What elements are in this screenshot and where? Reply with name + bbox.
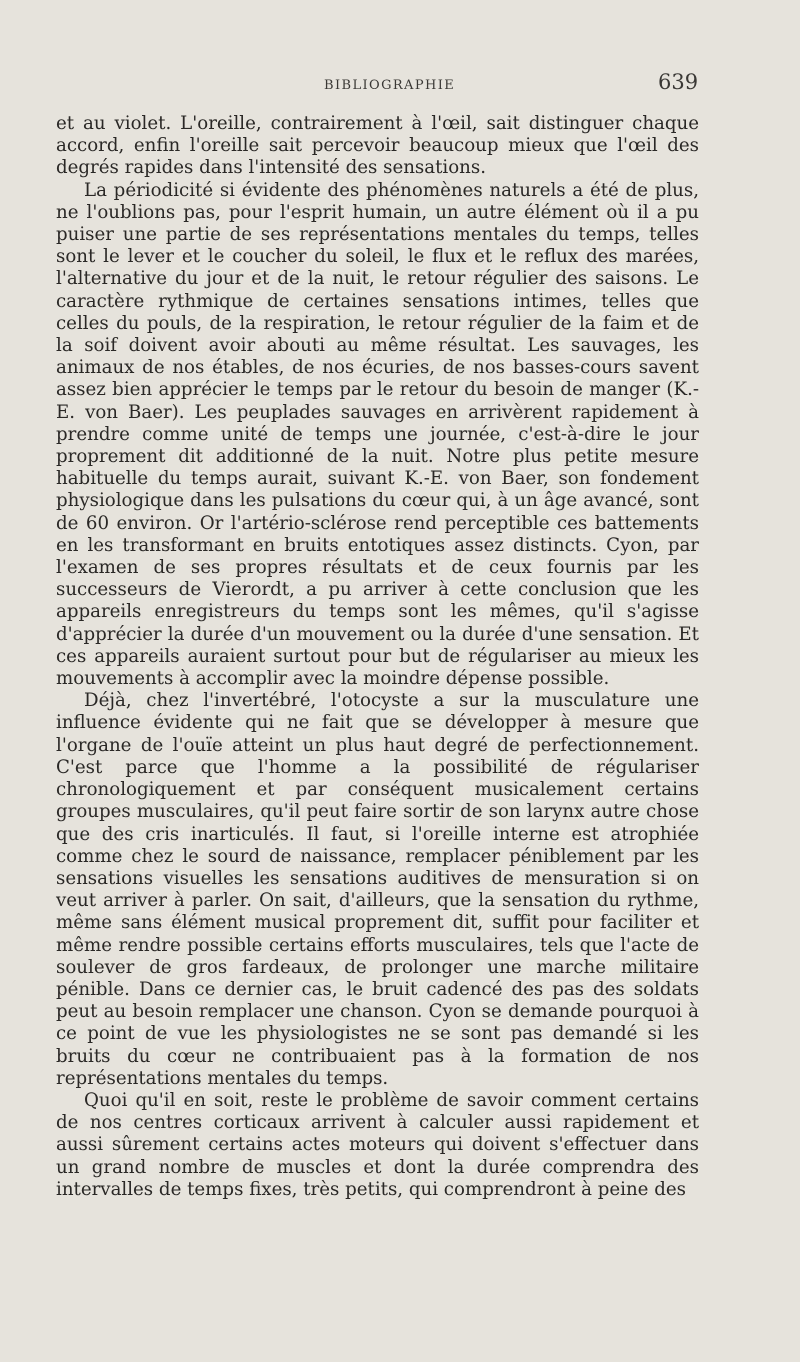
page-number: 639 bbox=[658, 70, 699, 94]
paragraph-2: La périodicité si évidente des phénomènes naturels a été de plus, ne l'oublions pas, pour l'esprit humain, un autre élément où il a pu puiser une partie de ses représentations mentales du temps, telles sont le lever et le coucher du soleil, le flux et le reflux des marées, l'alternative du jour et de la nuit, le retour régulier des saisons. Le caractère rythmique de certaines sensations intimes, telles que celles du pouls, de la respiration, le retour régulier de la faim et de la soif doivent avoir abouti au même résultat. Les sauvages, les animaux de nos étables, de nos écuries, de nos basses-cours savent assez bien apprécier le temps par le retour du besoin de manger (K.-E. von Baer). Les peuplades sauvages en arrivèrent rapidement à prendre comme unité de temps une journée, c'est-à-dire le jour proprement dit additionné de la nuit. Notre plus petite mesure habituelle du temps aurait, suivant K.-E. von Baer, son fondement physiologique dans les pulsations du cœur qui, à un âge avancé, sont de 60 environ. Or l'artério-sclérose rend perceptible ces battements en les transformant en bruits entotiques assez distincts. Cyon, par l'examen de ses propres résultats et de ceux fournis par les successeurs de Vierordt, a pu arriver à cette conclusion que les appareils enregistreurs du temps sont les mêmes, qu'il s'agisse d'apprécier la durée d'un mouvement ou la durée d'une sensation. Et ces appareils auraient surtout pour but de régulariser au mieux les mouvements à accomplir avec la moindre dépense possible. bbox=[56, 179, 699, 690]
paragraph-3: Déjà, chez l'invertébré, l'otocyste a sur la musculature une influence évidente qui ne fait que se développer à mesure que l'organe de l'ouïe atteint un plus haut degré de perfectionnement. C'est parce que l'homme a la possibilité de régulariser chronologiquement et par conséquent musicalement certains groupes musculaires, qu'il peut faire sortir de son larynx autre chose que des cris inarticulés. Il faut, si l'oreille interne est atrophiée comme chez le sourd de naissance, remplacer péniblement par les sensations visuelles les sensations auditives de mensuration si on veut arriver à parler. On sait, d'ailleurs, que la sensation du rythme, même sans élément musical proprement dit, suffit pour faciliter et même rendre possible certains efforts musculaires, tels que l'acte de soulever de gros fardeaux, de prolonger une marche militaire pénible. Dans ce dernier cas, le bruit cadencé des pas des soldats peut au besoin remplacer une chanson. Cyon se demande pourquoi à ce point de vue les physiologistes ne se sont pas demandé si les bruits du cœur ne contribuaient pas à la formation de nos représentations mentales du temps. bbox=[56, 690, 699, 1089]
paragraph-4: Quoi qu'il en soit, reste le problème de savoir comment certains de nos centres corticaux arrivent à calculer aussi rapidement et aussi sûrement certains actes moteurs qui doivent s'effectuer dans un grand nombre de muscles et dont la durée comprendra des intervalles de temps fixes, très petits, qui comprendront à peine des bbox=[56, 1089, 699, 1200]
running-title: BIBLIOGRAPHIE bbox=[324, 78, 456, 93]
paragraph-1: et au violet. L'oreille, contrairement à l'œil, sait distinguer chaque accord, enfin l'oreille sait percevoir beaucoup mieux que l'œil des degrés rapides dans l'intensité des sensations. bbox=[56, 113, 699, 179]
body-text bbox=[56, 113, 699, 1201]
